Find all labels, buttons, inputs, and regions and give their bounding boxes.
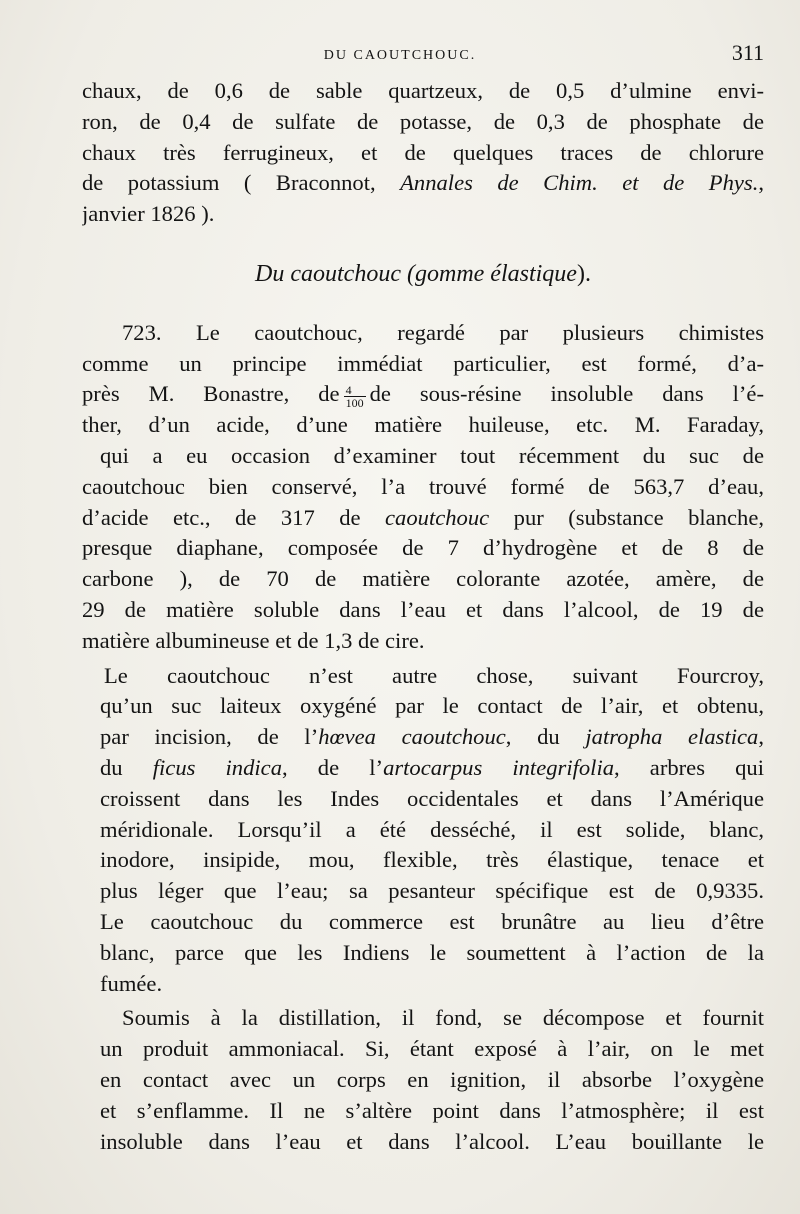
text-line: Le caoutchouc n’est autre chose, suivant Fourcroy,: [104, 662, 764, 688]
fraction-denominator: 100: [345, 395, 364, 410]
text-line: 29 de matière soluble dans l’eau et dans l’alcool, de 19 de: [82, 596, 764, 622]
text-line: méridionale. Lorsqu’il a été desséché, il est solide, blanc,: [100, 816, 764, 842]
text-line: [82, 379, 764, 410]
text-segment: près M. Bonastre, de: [82, 381, 340, 407]
text-segment: , du: [505, 724, 586, 750]
text-line: chaux très ferrugineux, et de quelques traces de chlorure: [82, 139, 764, 165]
text-line: caoutchouc bien conservé, l’a trouvé formé de 563,7 d’eau,: [82, 473, 764, 499]
text-line: 723. Le caoutchouc, regardé par plusieurs chimistes: [122, 319, 764, 345]
text-line: Le caoutchouc du commerce est brunâtre au lieu d’être: [100, 908, 764, 934]
text-line: Soumis à la distillation, il fond, se décompose et fournit: [122, 1005, 764, 1031]
text-line: matière albumineuse et de 1,3 de cire.: [82, 627, 425, 653]
text-segment: , de l’: [282, 754, 384, 780]
text-line: [82, 722, 764, 753]
text-line: comme un principe immédiat particulier, est formé, d’a-: [82, 350, 764, 376]
text-line: fumée.: [100, 970, 163, 996]
text-line: plus léger que l’eau; sa pesanteur spécifique est de 0,9335.: [100, 878, 764, 904]
text-line: [82, 753, 764, 784]
text-segment: pur (substance blanche,: [489, 504, 764, 530]
text-line: qu’un suc laiteux oxygéné par le contact de l’air, et obtenu,: [100, 693, 764, 719]
text-segment: de sous-résine insoluble dans l’é-: [369, 381, 764, 407]
heading-part: ).: [576, 260, 591, 287]
text-line: insoluble dans l’eau et dans l’alcool. L’eau bouillante le: [100, 1128, 764, 1154]
text-line: [82, 503, 764, 534]
italic-term: artocarpus integrifolia: [383, 754, 615, 780]
text-line: carbone ), de 70 de matière colorante azotée, amère, de: [82, 566, 764, 592]
page-number: 311: [731, 40, 764, 65]
text-segment: du: [100, 754, 153, 780]
section-heading: [82, 259, 764, 290]
fraction-numerator: 4: [344, 384, 366, 397]
text-line: [82, 168, 764, 199]
fraction: [344, 384, 366, 409]
text-segment: ,: [758, 170, 764, 196]
citation-journal: Annales de Chim. et de Phys.: [400, 170, 759, 196]
heading-part: gomme élastique: [414, 260, 577, 287]
text-line: chaux, de 0,6 de sable quartzeux, de 0,5 d’ulmine envi-: [82, 78, 764, 103]
text-line: janvier 1826 ).: [82, 201, 215, 227]
text-line: qui a eu occasion d’examiner tout récemment du suc de: [100, 442, 764, 468]
text-line: inodore, insipide, mou, flexible, très élastique, tenace et: [100, 847, 764, 873]
body-text: [82, 76, 764, 1157]
text-segment: ,: [758, 724, 764, 750]
italic-term: hœvea caoutchouc: [318, 724, 506, 750]
text-line: ther, d’un acide, d’une matière huileuse, etc. M. Faraday,: [82, 412, 764, 438]
italic-term: jatropha elastica: [585, 724, 759, 750]
text-segment: , arbres qui: [614, 754, 764, 780]
text-line: croissent dans les Indes occidentales et dans l’Amérique: [100, 785, 764, 811]
page-header: [0, 40, 800, 70]
running-head: DU CAOUTCHOUC.: [323, 48, 477, 63]
heading-part: Du caoutchouc (: [255, 260, 415, 287]
text-segment: par incision, de l’: [100, 724, 319, 750]
text-line: blanc, parce que les Indiens le soumettent à l’action de la: [100, 939, 764, 965]
text-line: presque diaphane, composée de 7 d’hydrogène et de 8 de: [82, 535, 764, 561]
text-line: ron, de 0,4 de sulfate de potasse, de 0,3 de phosphate de: [82, 108, 764, 134]
text-segment: de potassium ( Braconnot,: [82, 170, 401, 196]
text-segment: d’acide etc., de 317 de: [82, 504, 386, 530]
italic-term: ficus indica: [152, 754, 283, 780]
text-line: en contact avec un corps en ignition, il absorbe l’oxygène: [100, 1066, 764, 1092]
italic-term: caoutchouc: [385, 504, 490, 530]
text-line: et s’enflamme. Il ne s’altère point dans l’atmosphère; il est: [100, 1097, 764, 1123]
text-line: un produit ammoniacal. Si, étant exposé à l’air, on le met: [100, 1036, 764, 1062]
